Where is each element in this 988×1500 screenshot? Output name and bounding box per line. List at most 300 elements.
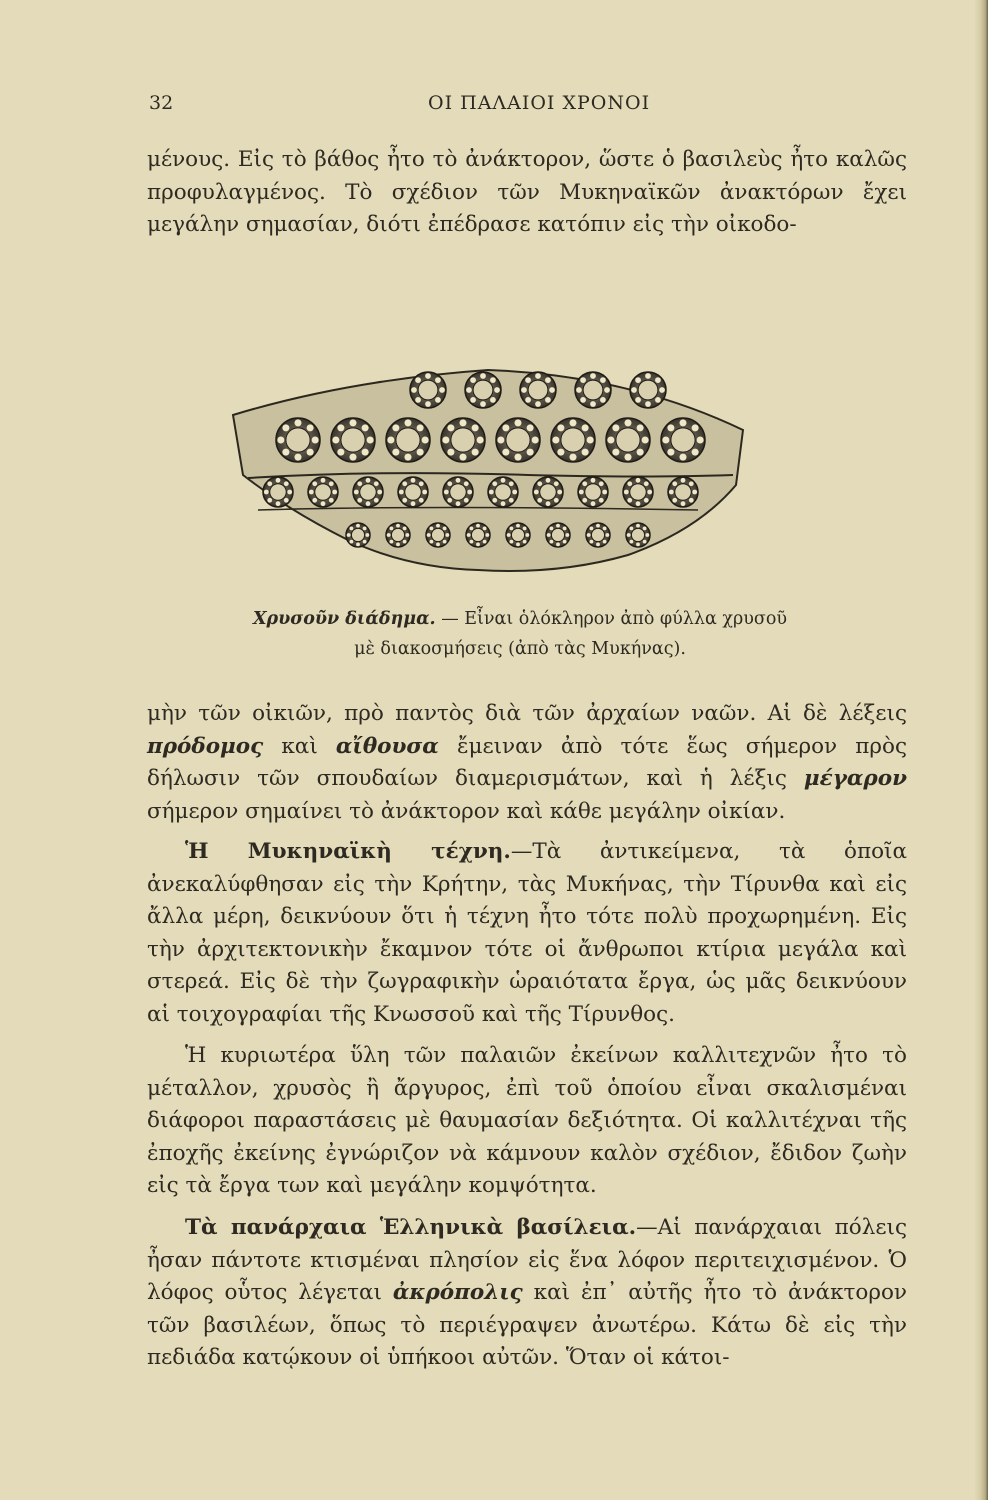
- golden-diadem-illustration: [228, 300, 748, 590]
- rosette-petal: [362, 424, 369, 431]
- text-run: σήμερον σημαίνει τὸ ἀνάκτορον καὶ κάθε μεγάλην οἰκίαν.: [147, 798, 786, 824]
- caption-text: — Εἶναι ὁλόκληρον ἀπὸ φύλλα χρυσοῦ μὲ διακοσμήσεις (ἀπὸ τὰς Μυκήνας).: [354, 609, 788, 659]
- paragraph-text: —Τὰ ἀντικείμενα, τὰ ὁποῖα ἀνεκαλύφθησαν εἰς τὴν Κρήτην, τὰς Μυκήνας, τὴν Τίρυνθα καὶ εἰς ἄλλα μέρη, δεικνύουν ὅτι ἡ τέχνη ἦτο τότε πολὺ προχωρημένη. Εἰς τὴν ἀρχιτεκτονικὴν ἔκαμνον τότε οἱ ἄνθρωποι κτίρια μεγάλα καὶ στερεά. Εἰς δὲ τὴν ζωγραφικὴν ὡραιότατα ἔργα, ὡς μᾶς δεικνύουν αἱ τοιχογραφίαι τῆς Κνωσσοῦ καὶ τῆς Τίρυνθος.: [147, 839, 907, 1027]
- text-run: ἔμειναν ἀπὸ τότε ἕως σήμερον πρὸς δήλωσιν τῶν σπουδαίων διαμερισμάτων, καὶ ἡ λέξις: [147, 733, 907, 791]
- body-paragraph-kingdoms: [147, 1212, 907, 1375]
- rosette-petal: [459, 419, 466, 426]
- rosette-petal: [643, 526, 647, 530]
- rosette-petal: [403, 526, 407, 530]
- rosette-petal: [612, 449, 619, 456]
- rosette-petal: [332, 436, 339, 443]
- rosette-petal: [554, 498, 559, 503]
- rosette-petal: [472, 449, 479, 456]
- rosette-petal: [602, 490, 607, 495]
- rosette-petal: [546, 501, 551, 506]
- rosette-petal: [282, 424, 289, 431]
- rosette-petal: [387, 533, 391, 537]
- rosette-petal: [267, 498, 272, 503]
- rosette-center: [506, 428, 530, 452]
- rosette-petal: [476, 524, 480, 528]
- rosette-petal: [294, 419, 301, 426]
- rosette-petal: [679, 419, 686, 426]
- rosette-petal: [366, 478, 371, 483]
- rosette-petal: [456, 478, 461, 483]
- body-paragraph-meaning: [147, 698, 907, 828]
- rosette-petal: [629, 540, 633, 544]
- rosette-petal: [447, 424, 454, 431]
- rosette-petal: [525, 377, 531, 383]
- rosette-petal: [312, 498, 317, 503]
- rosette-petal: [403, 540, 407, 544]
- rosette-petal: [374, 481, 379, 486]
- rosette-petal: [516, 524, 520, 528]
- rosette-petal: [492, 481, 497, 486]
- rosette-petal: [502, 424, 509, 431]
- rosette-petal: [411, 387, 417, 393]
- rosette-petal: [282, 449, 289, 456]
- rosette-petal: [399, 490, 404, 495]
- rosette-petal: [527, 424, 534, 431]
- rosette-petal: [624, 419, 631, 426]
- rosette-petal: [521, 387, 527, 393]
- rosette-petal: [545, 377, 551, 383]
- rosette-petal: [662, 436, 669, 443]
- rosette-petal: [267, 481, 272, 486]
- rosette-center: [616, 428, 640, 452]
- rosette-petal: [545, 397, 551, 403]
- rosette-petal: [556, 524, 560, 528]
- rosette-petal: [415, 377, 421, 383]
- rosette-petal: [600, 377, 606, 383]
- rosette-petal: [307, 424, 314, 431]
- rosette-petal: [476, 542, 480, 546]
- rosette-petal: [377, 490, 382, 495]
- rosette-petal: [636, 542, 640, 546]
- rosette-petal: [507, 533, 511, 537]
- rosette-petal: [363, 540, 367, 544]
- rosette-petal: [436, 524, 440, 528]
- rosette-petal: [489, 490, 494, 495]
- rosette-petal: [612, 424, 619, 431]
- rosette-center: [583, 380, 603, 400]
- rosette-petal: [636, 524, 640, 528]
- rosette-petal: [692, 490, 697, 495]
- rosette-petal: [579, 490, 584, 495]
- running-header: [0, 92, 988, 122]
- rosette-petal: [276, 478, 281, 483]
- rosette-petal: [569, 419, 576, 426]
- rosette-petal: [470, 397, 476, 403]
- rosette-petal: [429, 526, 433, 530]
- rosette-petal: [552, 436, 559, 443]
- rosette-petal: [456, 501, 461, 506]
- rosette-petal: [459, 454, 466, 461]
- rosette-center: [630, 484, 647, 501]
- rosette-petal: [525, 397, 531, 403]
- rosette-petal: [464, 498, 469, 503]
- rosette-petal: [659, 387, 665, 393]
- rosette-petal: [599, 481, 604, 486]
- rosette-center: [528, 380, 548, 400]
- rosette-petal: [490, 377, 496, 383]
- paragraph-text: μένους. Εἰς τὸ βάθος ἦτο τὸ ἀνάκτορον, ὥστε ὁ βασιλεὺς ἦτο καλῶς προφυλαγμένος. Τὸ σχέδιον τῶν Μυκηναϊκῶν ἀνακτόρων ἔχει μεγάλην σημασίαν, διότι ἐπέδρασε κατόπιν εἰς τὴν οἰκοδο-: [147, 147, 907, 237]
- rosette-center: [286, 428, 310, 452]
- rosette-petal: [603, 540, 607, 544]
- rosette-petal: [514, 454, 521, 461]
- rosette-petal: [404, 454, 411, 461]
- rosette-center: [495, 484, 512, 501]
- rosette-center: [391, 528, 404, 541]
- rosette-petal: [490, 397, 496, 403]
- rosette-petal: [637, 449, 644, 456]
- rosette-center: [405, 484, 422, 501]
- rosette-center: [341, 428, 365, 452]
- rosette-petal: [624, 454, 631, 461]
- rosette-petal: [497, 436, 504, 443]
- rosette-petal: [469, 540, 473, 544]
- rosette-petal: [637, 424, 644, 431]
- rosette-petal: [635, 397, 641, 403]
- rosette-petal: [672, 498, 677, 503]
- rosette-petal: [525, 533, 529, 537]
- rosette-petal: [547, 533, 551, 537]
- rosette-petal: [477, 436, 484, 443]
- rosette-center: [351, 528, 364, 541]
- rosette-petal: [627, 481, 632, 486]
- rosette-petal: [367, 436, 374, 443]
- rosette-petal: [354, 490, 359, 495]
- rosette-petal: [512, 490, 517, 495]
- rosette-center: [431, 528, 444, 541]
- rosette-petal: [439, 387, 445, 393]
- rosette-petal: [392, 449, 399, 456]
- rosette-petal: [470, 377, 476, 383]
- rosette-petal: [329, 498, 334, 503]
- rosette-petal: [415, 397, 421, 403]
- rosette-petal: [645, 373, 651, 379]
- rosette-petal: [404, 419, 411, 426]
- rosette-petal: [669, 490, 674, 495]
- term-aithousa: αἴθουσα: [335, 733, 439, 759]
- rosette-petal: [557, 449, 564, 456]
- rosette-petal: [509, 540, 513, 544]
- rosette-petal: [667, 424, 674, 431]
- rosette-petal: [655, 377, 661, 383]
- body-paragraph-materials: [147, 1040, 907, 1203]
- rosette-petal: [563, 540, 567, 544]
- rosette-petal: [264, 490, 269, 495]
- rosette-petal: [321, 478, 326, 483]
- rosette-petal: [396, 542, 400, 546]
- rosette-center: [631, 528, 644, 541]
- rosette-center: [675, 484, 692, 501]
- term-akropolis: ἀκρόπολις: [392, 1280, 523, 1305]
- rosette-petal: [647, 490, 652, 495]
- text-run: καὶ ἐπ᾿ αὐτῆς ἦτο τὸ ἀνάκτορον τῶν βασιλέων, ὅπως τὸ περιέγραψεν ἀνωτέρω. Κάτω δὲ εἰς τὴν πεδιάδα κατῴκουν οἱ ὑπήκοοι αὐτῶν. Ὅταν οἱ κάτοι-: [147, 1280, 907, 1370]
- rosette-petal: [429, 540, 433, 544]
- rosette-petal: [427, 533, 431, 537]
- rosette-center: [473, 380, 493, 400]
- rosette-petal: [692, 424, 699, 431]
- rosette-petal: [636, 501, 641, 506]
- rosette-petal: [435, 397, 441, 403]
- rosette-petal: [443, 540, 447, 544]
- rosette-petal: [436, 542, 440, 546]
- rosette-petal: [591, 478, 596, 483]
- rosette-petal: [697, 436, 704, 443]
- rosette-petal: [582, 424, 589, 431]
- rosette-petal: [535, 373, 541, 379]
- rosette-petal: [480, 401, 486, 407]
- rosette-petal: [532, 436, 539, 443]
- page-edge-shadow: [974, 0, 988, 1500]
- rosette-petal: [644, 481, 649, 486]
- rosette-petal: [565, 533, 569, 537]
- rosette-petal: [284, 498, 289, 503]
- rosette-petal: [443, 526, 447, 530]
- rosette-petal: [425, 401, 431, 407]
- rosette-petal: [501, 478, 506, 483]
- rosette-petal: [362, 449, 369, 456]
- rosette-petal: [554, 481, 559, 486]
- rosette-petal: [349, 419, 356, 426]
- rosette-petal: [284, 481, 289, 486]
- rosette-petal: [534, 490, 539, 495]
- rosette-petal: [483, 526, 487, 530]
- rosette-petal: [389, 540, 393, 544]
- rosette-center: [585, 484, 602, 501]
- rosette-petal: [396, 524, 400, 528]
- rosette-petal: [422, 436, 429, 443]
- rosette-petal: [587, 436, 594, 443]
- rosette-petal: [689, 498, 694, 503]
- rosette-petal: [582, 498, 587, 503]
- rosette-petal: [349, 540, 353, 544]
- text-run: καὶ: [263, 733, 336, 759]
- rosette-petal: [277, 436, 284, 443]
- rosette-petal: [442, 436, 449, 443]
- rosette-center: [396, 428, 420, 452]
- rosette-petal: [689, 481, 694, 486]
- rosette-petal: [643, 540, 647, 544]
- rosette-petal: [387, 436, 394, 443]
- rosette-petal: [546, 478, 551, 483]
- rosette-petal: [607, 436, 614, 443]
- rosette-petal: [467, 533, 471, 537]
- figure-caption: [240, 604, 800, 664]
- rosette-petal: [366, 501, 371, 506]
- rosette-petal: [374, 498, 379, 503]
- top-paragraph: [147, 144, 907, 242]
- paragraph-text: Ἡ κυριωτέρα ὕλη τῶν παλαιῶν ἐκείνων καλλιτεχνῶν ἦτο τὸ μέταλλον, χρυσὸς ἢ ἄργυρος, ἐπὶ τοῦ ὁποίου εἶναι σκαλισμέναι διάφοροι παραστάσεις μὲ θαυμασίαν δεξιότητα. Οἱ καλλιτέχναι τῆς ἐποχῆς ἐκείνης ἐγνώριζον νὰ κάμνουν καλὸν σχέδιον, ἔδιδον ζωὴν εἰς τὰ ἔργα των καὶ μεγάλην κομψότητα.: [147, 1043, 907, 1198]
- rosette-petal: [472, 424, 479, 431]
- rosette-petal: [287, 490, 292, 495]
- rosette-petal: [276, 501, 281, 506]
- rosette-petal: [692, 449, 699, 456]
- rosette-petal: [523, 540, 527, 544]
- rosette-petal: [492, 498, 497, 503]
- rosette-center: [540, 484, 557, 501]
- rosette-petal: [501, 501, 506, 506]
- rosette-petal: [356, 542, 360, 546]
- rosette-center: [270, 484, 287, 501]
- rosette-petal: [580, 397, 586, 403]
- rosette-petal: [483, 540, 487, 544]
- rosette-petal: [312, 481, 317, 486]
- rosette-center: [451, 428, 475, 452]
- rosette-center: [671, 428, 695, 452]
- rosette-petal: [444, 490, 449, 495]
- rosette-center: [638, 380, 658, 400]
- rosette-petal: [537, 498, 542, 503]
- rosette-petal: [332, 490, 337, 495]
- rosette-petal: [357, 481, 362, 486]
- rosette-petal: [627, 498, 632, 503]
- rosette-petal: [603, 526, 607, 530]
- rosette-petal: [447, 481, 452, 486]
- rosette-petal: [337, 449, 344, 456]
- rosette-petal: [509, 481, 514, 486]
- rosette-petal: [569, 454, 576, 461]
- rosette-petal: [642, 436, 649, 443]
- rosette-petal: [464, 481, 469, 486]
- rosette-petal: [590, 373, 596, 379]
- rosette-petal: [667, 449, 674, 456]
- rosette-petal: [294, 454, 301, 461]
- rosette-petal: [672, 481, 677, 486]
- rosette-petal: [549, 540, 553, 544]
- rosette-petal: [402, 481, 407, 486]
- rosette-center: [360, 484, 377, 501]
- rosette-petal: [389, 526, 393, 530]
- rosette-petal: [563, 526, 567, 530]
- rosette-petal: [535, 401, 541, 407]
- rosette-petal: [655, 397, 661, 403]
- rosette-center: [551, 528, 564, 541]
- rosette-petal: [556, 542, 560, 546]
- rosette-petal: [629, 526, 633, 530]
- rosette-center: [450, 484, 467, 501]
- rosette-petal: [576, 387, 582, 393]
- term-megaron: μέγαρον: [803, 766, 907, 791]
- rosette-petal: [485, 533, 489, 537]
- rosette-petal: [392, 424, 399, 431]
- caption-label: Χρυσοῦν διάδημα.: [252, 609, 436, 629]
- text-run: μὴν τῶν οἰκιῶν, πρὸ παντὸς διὰ τῶν ἀρχαίων ναῶν. Αἱ δὲ λέξεις: [147, 701, 907, 726]
- rosette-petal: [419, 498, 424, 503]
- section-heading: Ἡ Μυκηναϊκὴ τέχνη.: [185, 839, 511, 864]
- rosette-petal: [509, 526, 513, 530]
- rosette-petal: [447, 498, 452, 503]
- rosette-petal: [405, 533, 409, 537]
- rosette-petal: [644, 498, 649, 503]
- rosette-petal: [679, 454, 686, 461]
- rosette-petal: [411, 501, 416, 506]
- rosette-petal: [549, 387, 555, 393]
- rosette-petal: [309, 490, 314, 495]
- rosette-petal: [527, 449, 534, 456]
- rosette-petal: [590, 401, 596, 407]
- rosette-petal: [435, 377, 441, 383]
- rosette-petal: [363, 526, 367, 530]
- rosette-petal: [411, 478, 416, 483]
- body-paragraph-mycenaean-art: [147, 836, 907, 1031]
- section-heading: Τὰ πανάρχαια Ἑλληνικὰ βασίλεια.: [185, 1215, 637, 1240]
- rosette-petal: [502, 449, 509, 456]
- rosette-petal: [589, 540, 593, 544]
- rosette-petal: [365, 533, 369, 537]
- rosette-petal: [523, 526, 527, 530]
- rosette-petal: [587, 533, 591, 537]
- rosette-petal: [312, 436, 319, 443]
- running-title: ΟΙ ΠΑΛΑΙΟΙ ΧΡΟΝΟΙ: [428, 92, 651, 114]
- rosette-petal: [591, 501, 596, 506]
- rosette-center: [511, 528, 524, 541]
- rosette-petal: [589, 526, 593, 530]
- rosette-petal: [557, 490, 562, 495]
- rosette-petal: [635, 377, 641, 383]
- rosette-petal: [604, 387, 610, 393]
- rosette-petal: [509, 498, 514, 503]
- term-prodomos: πρόδομος: [147, 733, 264, 759]
- rosette-petal: [516, 542, 520, 546]
- rosette-petal: [549, 526, 553, 530]
- rosette-center: [418, 380, 438, 400]
- rosette-petal: [422, 490, 427, 495]
- rosette-petal: [447, 449, 454, 456]
- rosette-petal: [600, 397, 606, 403]
- rosette-petal: [469, 526, 473, 530]
- rosette-center: [471, 528, 484, 541]
- rosette-petal: [329, 481, 334, 486]
- rosette-petal: [466, 387, 472, 393]
- rosette-petal: [417, 449, 424, 456]
- page-number: 32: [149, 92, 174, 114]
- rosette-petal: [580, 377, 586, 383]
- rosette-petal: [356, 524, 360, 528]
- rosette-petal: [596, 542, 600, 546]
- rosette-petal: [645, 533, 649, 537]
- rosette-petal: [480, 373, 486, 379]
- rosette-petal: [349, 454, 356, 461]
- rosette-petal: [467, 490, 472, 495]
- rosette-petal: [419, 481, 424, 486]
- rosette-center: [315, 484, 332, 501]
- rosette-petal: [537, 481, 542, 486]
- rosette-petal: [307, 449, 314, 456]
- rosette-petal: [627, 533, 631, 537]
- rosette-petal: [514, 419, 521, 426]
- rosette-petal: [582, 449, 589, 456]
- text-run: —Αἱ πανάρχαιαι πόλεις ἦσαν πάντοτε κτισμέναι πλησίον εἰς ἕνα λόφον περιτειχισμένον. Ὁ λόφος οὗτος λέγεται: [147, 1215, 907, 1305]
- rosette-petal: [349, 526, 353, 530]
- rosette-center: [591, 528, 604, 541]
- rosette-petal: [681, 478, 686, 483]
- rosette-petal: [445, 533, 449, 537]
- rosette-petal: [631, 387, 637, 393]
- rosette-petal: [599, 498, 604, 503]
- rosette-petal: [321, 501, 326, 506]
- rosette-petal: [636, 478, 641, 483]
- rosette-petal: [557, 424, 564, 431]
- rosette-petal: [357, 498, 362, 503]
- rosette-petal: [605, 533, 609, 537]
- rosette-petal: [494, 387, 500, 393]
- rosette-petal: [417, 424, 424, 431]
- rosette-petal: [596, 524, 600, 528]
- rosette-petal: [425, 373, 431, 379]
- rosette-petal: [681, 501, 686, 506]
